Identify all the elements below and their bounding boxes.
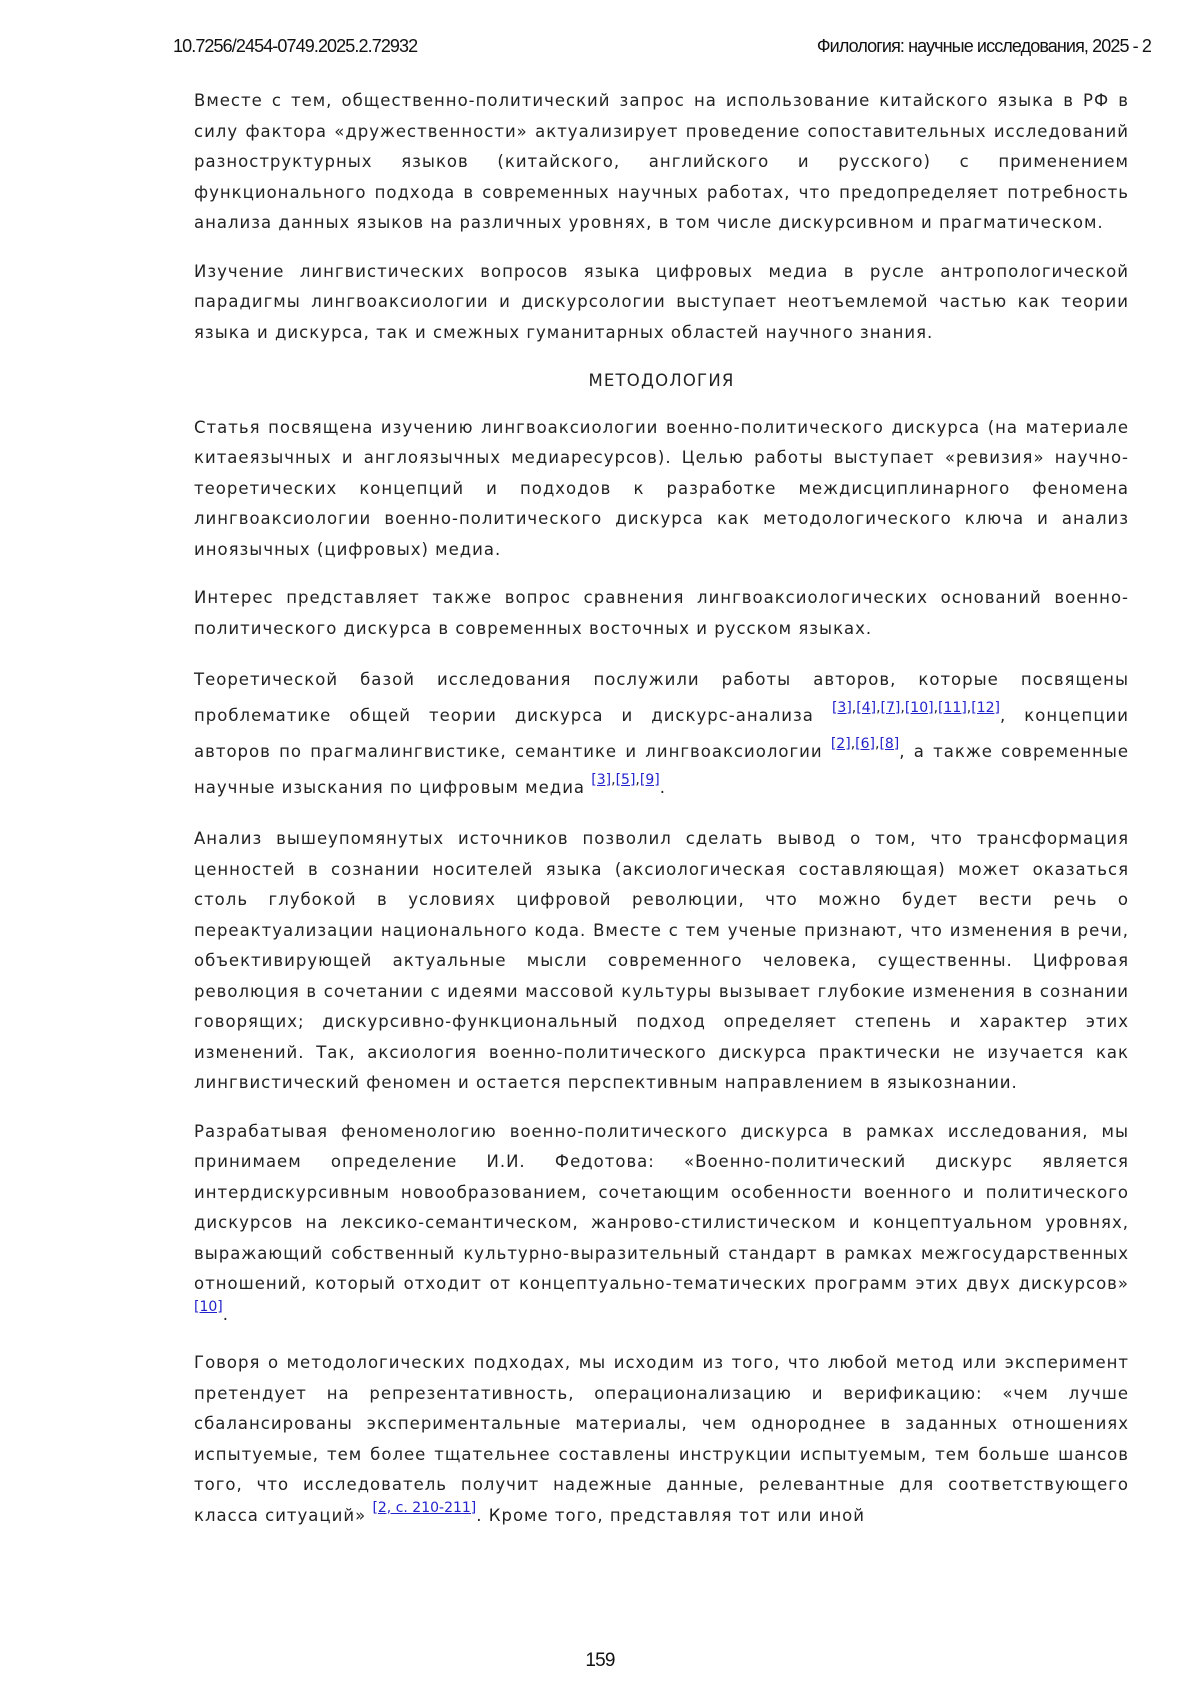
paragraph: Изучение лингвистических вопросов языка цифровых медиа в русле антропологической парадигмы лингвоаксиологии и дискурсологии выступает неотъемлемой частью как теории языка и дискурса, так и смежных гуманитарных областей научного знания.: [194, 261, 1129, 342]
text: , а также современные научные изыскания по цифровым медиа: [194, 742, 1129, 797]
section-heading: МЕТОДОЛОГИЯ: [588, 371, 735, 390]
paragraph: Вместе с тем, общественно-политический запрос на использование китайского языка в РФ в силу фактора «дружественности» актуализирует проведение сопоставительных исследований разноструктурных языков (китайского, английского и русского) с применением функционального подхода в современных научных работах, что предопределяет потребность анализа данных языков на различных уровнях, в том числе дискурсивном и прагматическом.: [194, 91, 1129, 232]
doi: 10.7256/2454-0749.2025.2.72932: [173, 36, 418, 56]
text: . Кроме того, представляя тот или иной: [476, 1505, 865, 1525]
citation-link[interactable]: [7]: [880, 700, 901, 716]
citation-link[interactable]: [6]: [855, 736, 875, 752]
citation-link[interactable]: [9]: [639, 772, 660, 788]
article-body: [194, 86, 1129, 1549]
citation-link[interactable]: [12]: [971, 700, 1000, 716]
citation-link[interactable]: [2]: [830, 736, 851, 752]
citation-link[interactable]: [11]: [938, 700, 967, 716]
paragraph: Анализ вышеупомянутых источников позволил сделать вывод о том, что трансформация ценностей в сознании носителей языка (аксиологическая составляющая) может оказаться столь глубокой в условиях цифровой революции, что можно будет вести речь о переактуализации национального кода. Вместе с тем ученые признают, что изменения в речи, объективирующей актуальные мысли современного человека, существенны. Цифровая революция в сочетании с идеями массовой культуры вызывает глубокие изменения в сознании говорящих; дискурсивно-функциональный подход определяет степень и характер этих изменений. Так, аксиология военно-политического дискурса практически не изучается как лингвистический феномен и остается перспективным направлением в языкознании.: [194, 829, 1129, 1092]
citation-link[interactable]: [5]: [615, 772, 636, 788]
citation-link[interactable]: [10]: [904, 700, 934, 716]
paragraph: [194, 1348, 1129, 1531]
paragraph: [194, 1117, 1129, 1331]
text: .: [222, 1304, 229, 1324]
text: .: [659, 778, 666, 797]
paragraph: Интерес представляет также вопрос сравнения лингвоаксиологических оснований военно-политического дискурса в современных восточных и русском языках.: [194, 588, 1129, 638]
text: Разрабатывая феноменологию военно-политического дискурса в рамках исследования, мы принимаем определение И.И. Федотова: «Военно-политический дискурс является интердискурсивным новообразованием, сочетающим особенности военного и политического дискурсов на лексико-семантическом, жанрово-стилистическом и концептуальном уровнях, выражающий собственный культурно-выразительный стандарт в рамках межгосударственных отношений, который отходит от концептуально-тематических программ этих двух дискурсов»: [194, 1121, 1129, 1293]
text: Говоря о методологических подходах, мы исходим из того, что любой метод или эксперимент претендует на репрезентативность, операционализацию и верификацию: «чем лучше сбалансированы экспериментальные материалы, чем однороднее в заданных отношениях испытуемые, тем более тщательнее составлены инструкции испытуемым, тем больше шансов того, что исследователь получит надежные данные, релевантные для соответствующего класса ситуаций»: [194, 1353, 1129, 1525]
text: Теоретической базой исследования послужили работы авторов, которые посвящены проблематике общей теории дискурса и дискурс-анализа: [194, 670, 1129, 725]
paragraph: Теоретической базой исследования послужили работы авторов, которые посвящены проблематике общей теории дискурса и дискурс-анализа [3],[4],[7],[10],[11],[12], концепции авторов по прагмалингвистике, семантике и лингвоаксиологии [2],[6],[8], а также современные научные изыскания по цифровым медиа [3],[5],[9].: [194, 670, 1129, 797]
citation-link[interactable]: [10]: [194, 1298, 223, 1315]
page-number: 159: [585, 1650, 615, 1671]
citation-link[interactable]: [2, с. 210-211]: [372, 1499, 477, 1516]
citation-link[interactable]: [4]: [856, 700, 877, 716]
journal-title: Филология: научные исследования, 2025 - 2: [816, 36, 1151, 56]
text: , концепции авторов по прагмалингвистике, семантике и лингвоаксиологии: [194, 706, 1129, 761]
paragraph: Статья посвящена изучению лингвоаксиологии военно-политического дискурса (на материале китаеязычных и англоязычных медиаресурсов). Целью работы выступает «ревизия» научно-теоретических концепций и подходов к разработке междисциплинарного феномена лингвоаксиологии военно-политического дискурса как методологического ключа и анализ иноязычных (цифровых) медиа.: [194, 417, 1129, 559]
citation-link[interactable]: [3]: [591, 772, 612, 788]
citation-link[interactable]: [8]: [879, 736, 900, 752]
citation-link[interactable]: [3]: [831, 700, 852, 716]
